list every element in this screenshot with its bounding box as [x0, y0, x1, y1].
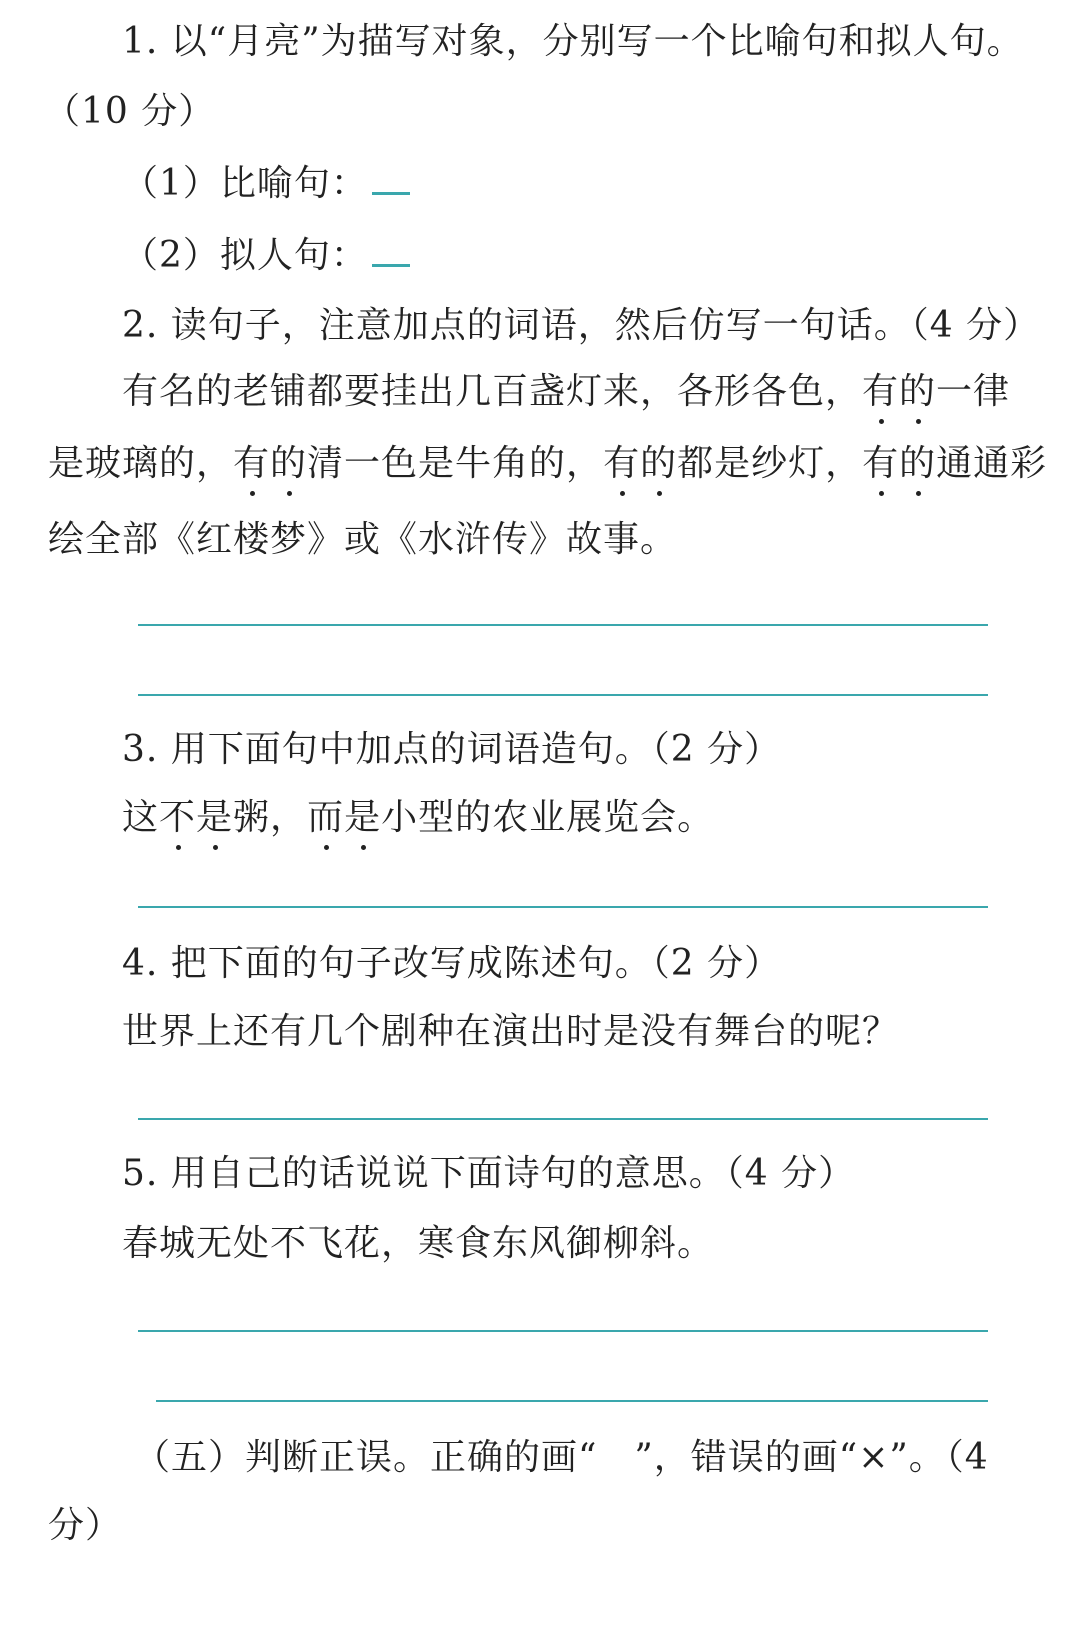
dotted-word: 有的 — [603, 443, 677, 484]
dotted-word: 而是 — [307, 797, 381, 838]
q2-text: 有名的老铺都要挂出几百盏灯来，各形各色， — [122, 371, 863, 412]
q2-text: 清一色是牛角的， — [307, 443, 604, 484]
personification-answer-blank[interactable] — [372, 234, 410, 267]
q1-sub2 — [122, 232, 410, 280]
q3-text: 这 — [122, 797, 160, 838]
q2-prompt: 2. 读句子，注意加点的词语，然后仿写一句话。（4 分） — [122, 305, 1041, 346]
q5-answer-line-2[interactable] — [156, 1400, 988, 1402]
q4-sentence: 世界上还有几个剧种在演出时是没有舞台的呢？ — [122, 1011, 900, 1052]
dotted-word: 有的 — [862, 443, 936, 484]
q2-text: 是玻璃的， — [48, 443, 234, 484]
q3-prompt: 3. 用下面句中加点的词语造句。（2 分） — [122, 729, 782, 770]
q1-sub2-label: （2）拟人句： — [122, 235, 368, 276]
q2-passage-line3: 绘全部《红楼梦》或《水浒传》故事。 — [48, 519, 678, 560]
q3-sentence — [122, 794, 714, 842]
q3-answer-line[interactable] — [138, 906, 988, 908]
q1-sub1-label: （1）比喻句： — [122, 163, 368, 204]
section5-heading: （五）判断正误。正确的画“ ”，错误的画“×”。（4 — [134, 1437, 989, 1478]
dotted-word: 不是 — [159, 797, 233, 838]
q2-answer-line-2[interactable] — [138, 694, 988, 696]
q2-text: 都是纱灯， — [677, 443, 863, 484]
q2-passage-line1 — [122, 368, 1010, 416]
q1-prompt: 1. 以“月亮”为描写对象，分别写一个比喻句和拟人句。 — [122, 21, 1024, 62]
q1-score: （10 分） — [44, 91, 216, 132]
simile-answer-blank[interactable] — [372, 162, 410, 195]
q2-text: 通通彩 — [936, 443, 1048, 484]
q3-text: 小型的农业展览会。 — [381, 797, 715, 838]
q5-prompt: 5. 用自己的话说说下面诗句的意思。（4 分） — [122, 1153, 856, 1194]
q5-answer-line-1[interactable] — [138, 1330, 988, 1332]
section5-heading-cont: 分） — [48, 1505, 123, 1546]
q1-sub1 — [122, 160, 410, 208]
dotted-word: 有的 — [233, 443, 307, 484]
q2-text: 一律 — [936, 371, 1011, 412]
q2-answer-line-1[interactable] — [138, 624, 988, 626]
q3-text: 粥， — [233, 797, 308, 838]
dotted-word: 有的 — [862, 371, 936, 412]
q4-prompt: 4. 把下面的句子改写成陈述句。（2 分） — [122, 943, 782, 984]
q4-answer-line[interactable] — [138, 1118, 988, 1120]
q5-poem: 春城无处不飞花，寒食东风御柳斜。 — [122, 1223, 715, 1264]
q2-passage-line2 — [48, 440, 1047, 488]
